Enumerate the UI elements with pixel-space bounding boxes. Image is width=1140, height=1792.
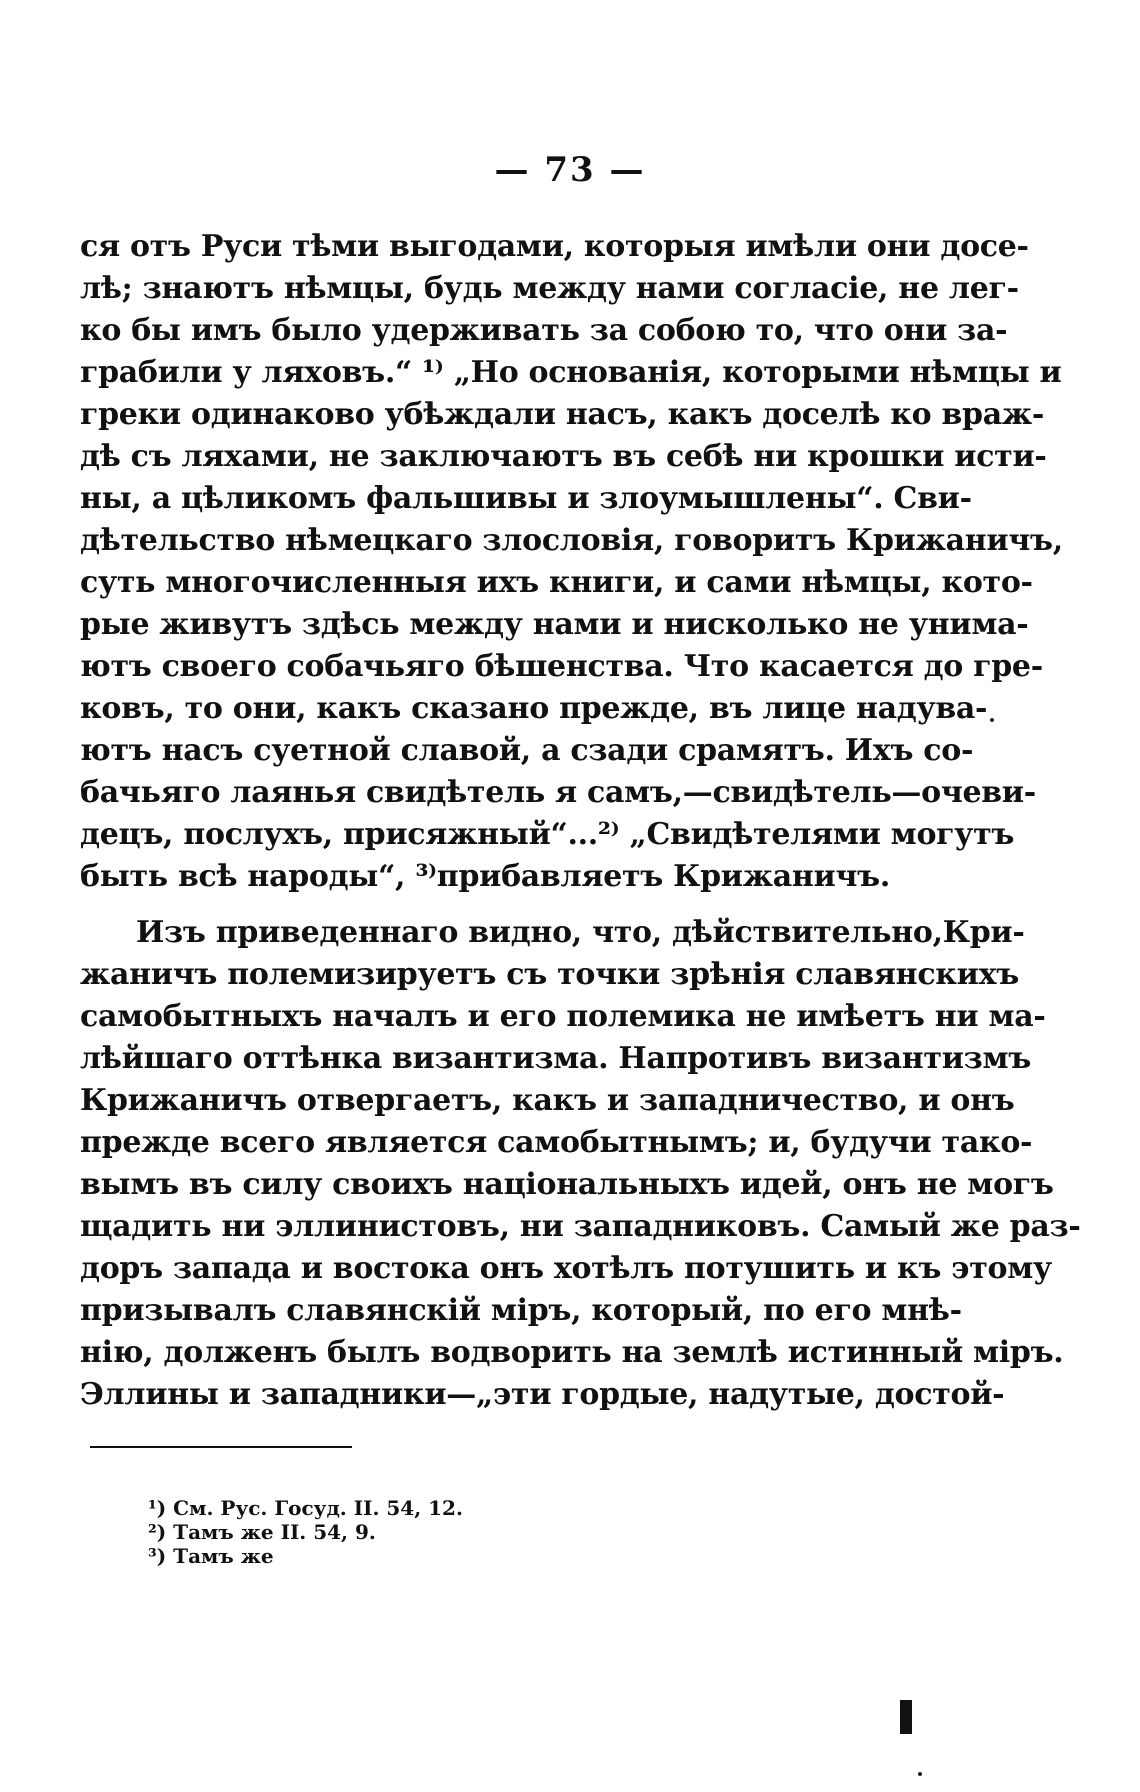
footnote: ²) Тамъ же II. 54, 9. [148,1520,376,1544]
text-line: Изъ приведеннаго видно, что, дѣйствительно,Кри- [136,915,1025,950]
text-line: ны, а цѣликомъ фальшивы и злоумышлены“. Сви- [80,481,972,516]
text-line: нію, долженъ былъ водворить на землѣ истинный міръ. [80,1335,1064,1370]
footnotes [148,1496,748,1568]
text-line: щадить ни эллинистовъ, ни западниковъ. Самый же раз- [80,1209,1081,1244]
text-line: суть многочисленныя ихъ книги, и сами нѣмцы, кото- [80,565,1033,600]
text-line: ютъ насъ суетной славой, а сзади срамятъ. Ихъ со- [80,733,974,768]
text-line: вымъ въ силу своихъ національныхъ идей, онъ не могъ [80,1167,1054,1202]
text-line: самобытныхъ началъ и его полемика не имѣетъ ни ма- [80,999,1046,1034]
text-line: дѣтельство нѣмецкаго злословія, говоритъ Крижаничъ, [80,523,1063,558]
text-line: грабили у ляховъ.“ ¹⁾ „Но основанія, которыми нѣмцы и [80,355,1062,390]
text-line: прежде всего является самобытнымъ; и, будучи тако- [80,1125,1033,1160]
footnote-separator [90,1446,352,1448]
text-line: жаничъ полемизируетъ съ точки зрѣнія славянскихъ [80,957,1019,992]
scan-speck [918,1772,922,1776]
text-line: лѣ; знаютъ нѣмцы, будь между нами согласіе, не лег- [80,271,1019,306]
footnote: ³) Тамъ же [148,1544,274,1568]
text-line: лѣйшаго оттѣнка византизма. Напротивъ византизмъ [80,1041,1031,1076]
text-line: греки одинаково убѣждали насъ, какъ доселѣ ко враж- [80,397,1044,432]
footnote: ¹) См. Рус. Госуд. II. 54, 12. [148,1496,463,1520]
text-line: ковъ, то они, какъ сказано прежде, въ лице надува- [80,691,988,726]
text-line: Эллины и западники—„эти гордые, надутые, достой- [80,1377,1005,1412]
text-line: ся отъ Руси тѣми выгодами, которыя имѣли они досе- [80,229,1029,264]
body-text [80,226,1081,1416]
page-number: — 73 — [494,150,646,190]
text-line: призывалъ славянскій міръ, который, по его мнѣ- [80,1293,962,1328]
text-line: быть всѣ народы“, ³⁾прибавляетъ Крижаничъ. [80,859,890,894]
text-line: дѣ съ ляхами, не заключаютъ въ себѣ ни крошки исти- [80,439,1047,474]
scan-speck [990,718,994,722]
text-line: децъ, послухъ, присяжный“...²⁾ „Свидѣтелями могутъ [80,817,1015,852]
text-line: рые живутъ здѣсь между нами и нисколько не унима- [80,607,1029,642]
text-line: Крижаничъ отвергаетъ, какъ и западничество, и онъ [80,1083,1015,1118]
scan-artifact [900,1700,912,1734]
text-line: бачьяго лаянья свидѣтель я самъ,—свидѣтель—очеви- [80,775,1036,810]
text-line: ко бы имъ было удерживать за собою то, что они за- [80,313,1008,348]
text-line: доръ запада и востока онъ хотѣлъ потушить и къ этому [80,1251,1052,1286]
text-line: ютъ своего собачьяго бѣшенства. Что касается до гре- [80,649,1043,684]
paragraph-gap [80,898,890,912]
